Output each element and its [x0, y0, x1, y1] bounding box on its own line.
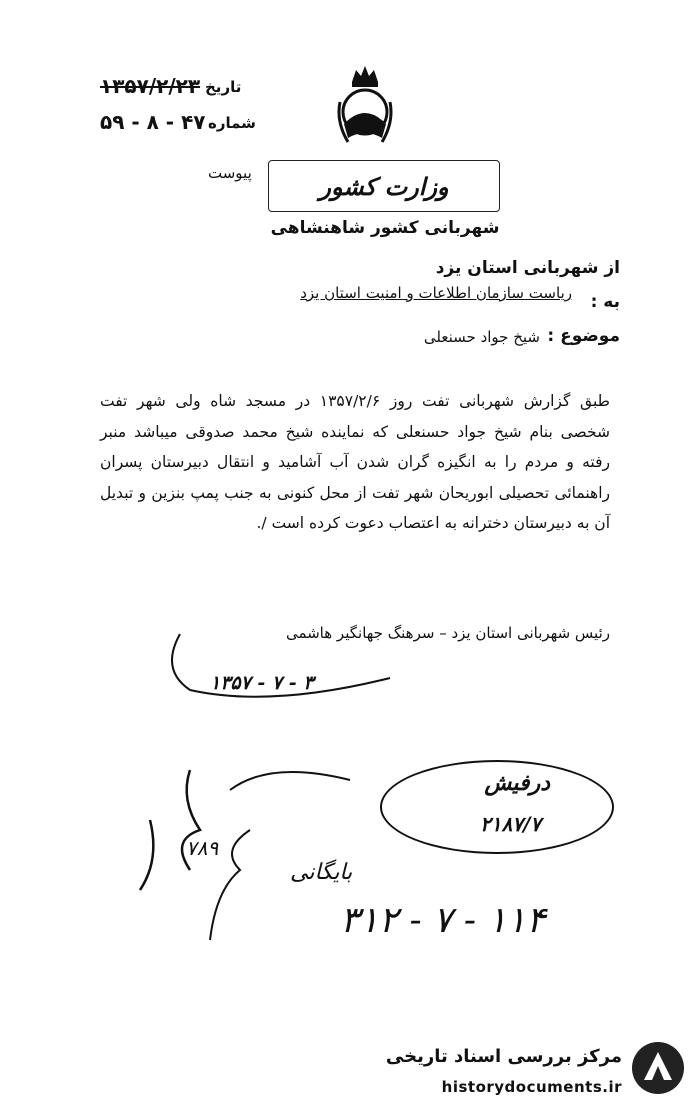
signer-line: رئیس شهربانی استان یزد – سرهنگ جهانگیر هاشمی: [285, 624, 610, 642]
reference-number-note: ۳۱۲ - ۷ - ۱۱۴: [340, 900, 546, 941]
number-label: شماره: [208, 114, 256, 132]
ministry-stamp-text: وزارت کشور: [319, 171, 449, 201]
from-line: از شهربانی استان یزد: [435, 258, 620, 278]
margin-bracket-icon: [150, 630, 410, 710]
date-label: تاریخ: [205, 78, 242, 96]
footer-title: مرکز بررسی اسناد تاریخی: [385, 1046, 622, 1067]
to-label: به :: [590, 292, 620, 312]
number-value: ۵۹ - ۸ - ۴۷: [100, 110, 206, 134]
letter-body: طبق گزارش شهربانی تفت روز ۱۳۵۷/۲/۶ در مسجد شاه ولی شهر تفت شخصی بنام شیخ جواد حسنعلی که نماینده شیخ محمد صدوقی میباشد منبر رفته و مردم را به انگیزه گران شدن آب آشامید و انتقال دبیرستان پسران راهنمائی تحصیلی ابوریحان شهر تفت از محل کنونی به جنب پمپ بنزین و تبدیل آن به دبیرستان دخترانه به اعتصاب دعوت کرده است /.: [100, 392, 610, 532]
ministry-stamp: [268, 160, 500, 212]
to-value: ریاست سازمان اطلاعات و امنیت استان یزد: [300, 284, 572, 302]
margin-date: ۱۳۵۷ - ۷ - ۳: [210, 672, 314, 694]
organization-name: شهربانی کشور شاهنشاهی: [270, 218, 500, 238]
archive-note: بایگانی: [290, 860, 353, 885]
archive-logo-icon: [630, 1040, 686, 1096]
margin-number-note: ۷۸۹: [186, 836, 219, 860]
attachment-label: پیوست: [208, 164, 252, 182]
lion-and-sun-emblem-icon: [330, 62, 400, 152]
subject-value: شیخ جواد حسنعلی: [423, 328, 540, 346]
stamp-text: درفیش: [484, 770, 550, 796]
date-value: ۱۳۵۷/۲/۲۳: [100, 74, 201, 98]
stamp-number: ۲۱۸۷/۷: [480, 812, 542, 836]
footer-url[interactable]: historydocuments.ir: [441, 1078, 622, 1096]
subject-label: موضوع :: [547, 326, 620, 346]
